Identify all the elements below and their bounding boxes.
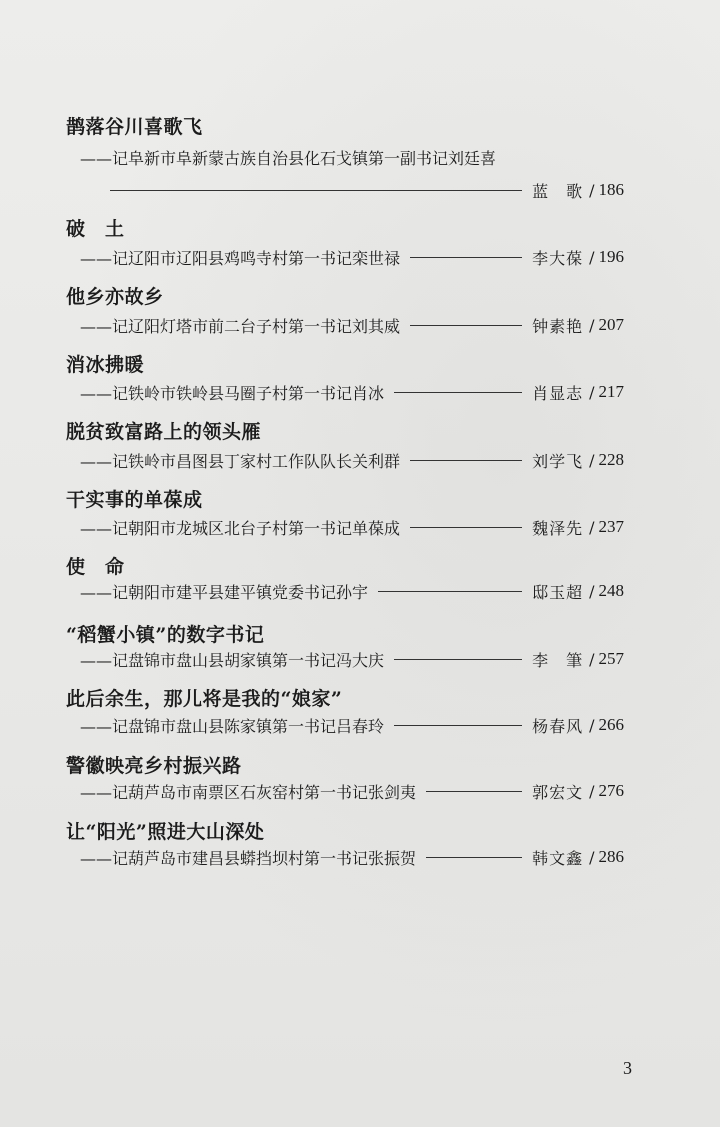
entry-subtitle: ——记铁岭市昌图县丁家村工作队队长关利群 (80, 451, 401, 471)
leader-line (378, 591, 522, 592)
separator: / (589, 382, 595, 402)
entry-subtitle-row (80, 579, 624, 603)
entry-subtitle-row (80, 845, 624, 869)
entry-title: 干实事的单葆成 (66, 489, 203, 511)
leader-line (426, 791, 522, 792)
entry-subtitle-row (80, 779, 624, 803)
separator: / (589, 649, 595, 669)
entry-author: 魏泽先 (532, 518, 584, 538)
entry-page: 207 (598, 315, 624, 334)
entry-subtitle-row (80, 713, 624, 737)
entry-subtitle: ——记朝阳市龙城区北台子村第一书记单葆成 (80, 518, 401, 538)
entry-title: “稻蟹小镇”的数字书记 (66, 624, 265, 646)
entry-author: 李大葆 (532, 248, 584, 268)
leader-line (394, 392, 522, 393)
entry-subtitle-row (80, 647, 624, 671)
entry-author: 肖显志 (532, 383, 584, 403)
entry-subtitle: ——记辽阳灯塔市前二台子村第一书记刘其威 (80, 316, 401, 336)
entry-author: 韩文鑫 (532, 848, 584, 868)
entry-author: 杨春风 (532, 716, 584, 736)
entry-subtitle: ——记辽阳市辽阳县鸡鸣寺村第一书记栾世禄 (80, 248, 401, 268)
separator: / (589, 847, 595, 867)
entry-page: 276 (598, 781, 624, 800)
entry-author: 李 筆 (532, 650, 584, 670)
leader-line (410, 257, 522, 258)
entry-page: 217 (598, 382, 624, 401)
entry-title: 他乡亦故乡 (66, 286, 164, 308)
separator: / (589, 450, 595, 470)
separator: / (589, 781, 595, 801)
entry-title: 此后余生，那儿将是我的“娘家” (66, 688, 343, 710)
entry-page: 228 (598, 450, 624, 469)
entry-title: 消冰拂暖 (66, 354, 145, 376)
page-number: 3 (623, 1058, 632, 1078)
entry-subtitle: ——记盘锦市盘山县陈家镇第一书记吕春玲 (80, 716, 385, 736)
entry-page: 237 (598, 517, 624, 536)
leader-line (410, 527, 522, 528)
entry-subtitle-row (80, 245, 624, 269)
entry-page: 196 (598, 247, 624, 266)
entry-title: 让“阳光”照进大山深处 (66, 821, 265, 843)
entry-page: 286 (598, 847, 624, 866)
entry-page: 266 (598, 715, 624, 734)
entry-subtitle: ——记铁岭市铁岭县马圈子村第一书记肖冰 (80, 383, 385, 403)
entry-subtitle: ——记葫芦岛市建昌县蟒挡坝村第一书记张振贺 (80, 848, 417, 868)
leader-line (426, 857, 522, 858)
separator: / (589, 517, 595, 537)
entry-subtitle-row (80, 515, 624, 539)
separator: / (589, 315, 595, 335)
entry-author: 郭宏文 (532, 782, 584, 802)
separator: / (589, 715, 595, 735)
leader-line (110, 190, 522, 191)
entry-title: 脱贫致富路上的领头雁 (66, 421, 262, 443)
leader-line (394, 659, 522, 660)
entry-author: 邸玉超 (532, 582, 584, 602)
leader-line (394, 725, 522, 726)
entry-page: 248 (598, 581, 624, 600)
entry-page: 186 (598, 180, 624, 199)
entry-subtitle-row (80, 448, 624, 472)
entry-subtitle: ——记盘锦市盘山县胡家镇第一书记冯大庆 (80, 650, 385, 670)
entry-title: 警徽映亮乡村振兴路 (66, 755, 242, 777)
entry-subtitle: ——记朝阳市建平县建平镇党委书记孙宇 (80, 582, 369, 602)
entry-author: 蓝 歌 (532, 181, 584, 201)
entry-subtitle-row (80, 380, 624, 404)
entry-subtitle-row (80, 313, 624, 337)
entry-author: 刘学飞 (532, 451, 584, 471)
entry-subtitle: ——记葫芦岛市南票区石灰窑村第一书记张剑夷 (80, 782, 417, 802)
separator: / (589, 581, 595, 601)
entry-author: 钟素艳 (532, 316, 584, 336)
entry-title: 破 土 (66, 218, 125, 240)
entry-title: 使 命 (66, 556, 125, 578)
entry-title: 鹊落谷川喜歌飞 (66, 116, 203, 138)
entry-subtitle: ——记阜新市阜新蒙古族自治县化石戈镇第一副书记刘廷喜 (80, 149, 497, 168)
leader-line (410, 460, 522, 461)
leader-line (410, 325, 522, 326)
entry-page: 257 (598, 649, 624, 668)
separator: / (589, 247, 595, 267)
entry-leader-row (110, 178, 624, 202)
separator: / (589, 180, 595, 200)
